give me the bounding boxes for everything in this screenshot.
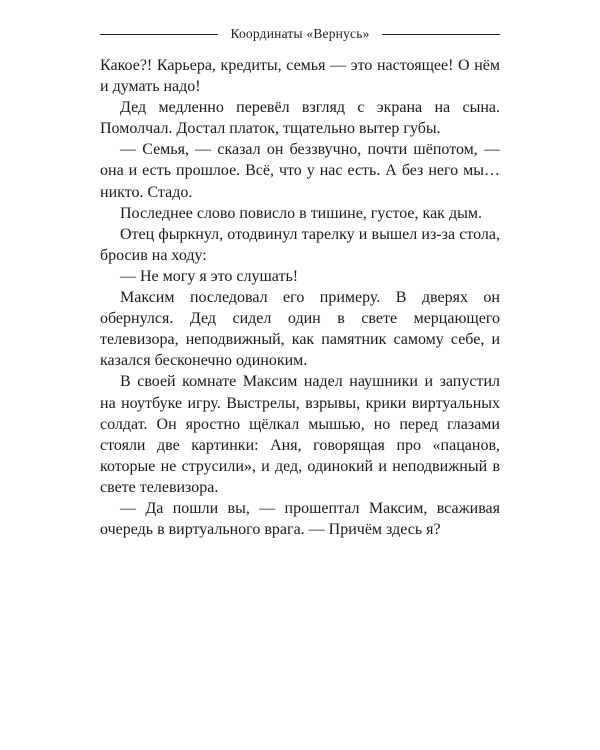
paragraph: — Семья, — сказал он беззвучно, почти шёпотом, — она и есть прошлое. Всё, что у нас есть. А без него мы… никто. Стадо. bbox=[100, 141, 500, 201]
paragraph: Максим последовал его примеру. В дверях он обернулся. Дед сидел один в свете мерцающего телевизора, неподвижный, как памятник самому себе, и казался бесконечно одиноким. bbox=[100, 289, 500, 370]
header-rule-left bbox=[100, 34, 218, 35]
header-rule-right bbox=[382, 34, 500, 35]
paragraph: — Не могу я это слушать! bbox=[120, 267, 299, 285]
paragraph: Дед медленно перевёл взгляд с экрана на сына. Помолчал. Достал платок, тщательно вытер губы. bbox=[100, 99, 500, 138]
running-header bbox=[100, 26, 500, 42]
header-title: Координаты «Вернусь» bbox=[230, 26, 370, 41]
paragraph: Какое?! Карьера, кредиты, семья — это настоящее! О нём и думать надо! bbox=[100, 57, 500, 96]
paragraph: — Да пошли вы, — прошептал Максим, всаживая очередь в виртуального врага. — Причём здесь я? bbox=[100, 499, 500, 539]
paragraph: Отец фыркнул, отодвинул тарелку и вышел из-за стола, бросив на ходу: bbox=[100, 225, 500, 264]
paragraph: Последнее слово повисло в тишине, густое, как дым. bbox=[120, 204, 482, 222]
paragraph: В своей комнате Максим надел наушники и запустил на ноутбуке игру. Выстрелы, взрывы, крики виртуальных солдат. Он яростно щёлкал мышью, но перед глазами стояли две картинки: Аня, говорящая про «пацанов, которые не струсили», и дед, одинокий и неподвижный в свете телевизора. bbox=[100, 373, 500, 496]
body-text bbox=[100, 55, 500, 540]
